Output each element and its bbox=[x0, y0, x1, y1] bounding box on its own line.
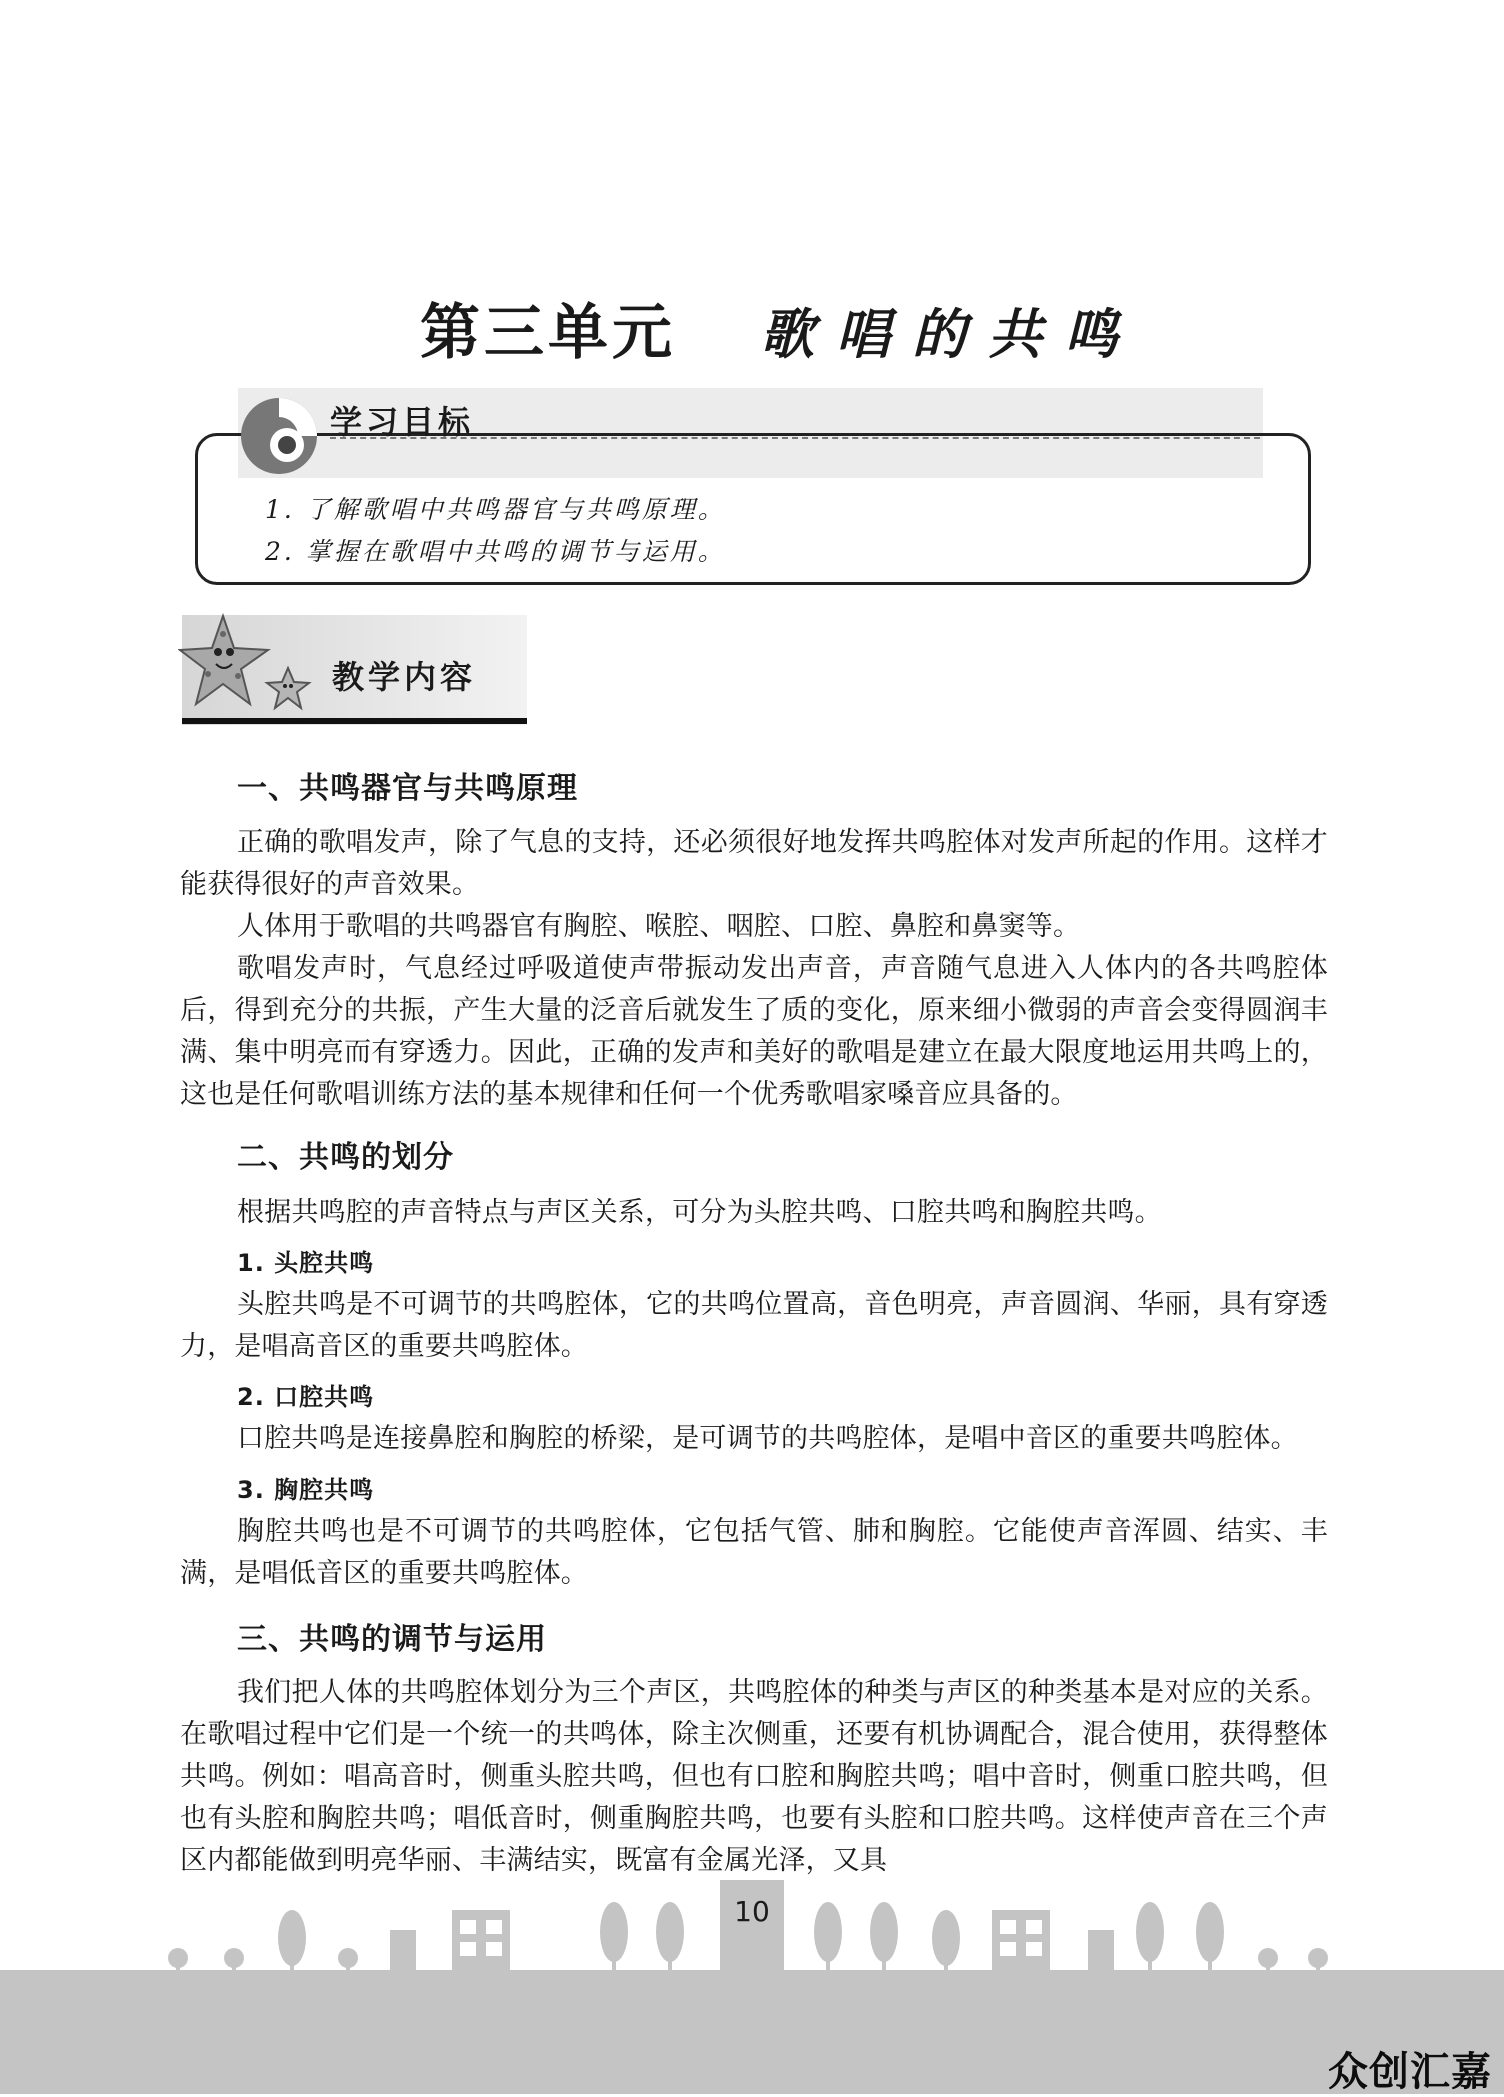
teaching-heading: 教学内容 bbox=[332, 658, 477, 696]
section-2-heading: 二、共鸣的划分 bbox=[237, 1140, 454, 1175]
section-1-heading: 一、共鸣器官与共鸣原理 bbox=[237, 771, 578, 806]
section-2-intro: 根据共鸣腔的声音特点与声区关系，可分为头腔共鸣、口腔共鸣和胸腔共鸣。 bbox=[237, 1197, 1162, 1228]
teaching-rule bbox=[182, 718, 527, 724]
objective-item-2: 2. 掌握在歌唱中共鸣的调节与运用。 bbox=[265, 537, 726, 566]
subsection-head-cavity-heading: 1. 头腔共鸣 bbox=[237, 1249, 375, 1277]
starfish-icon bbox=[178, 612, 328, 718]
subsection-chest-cavity-heading: 3. 胸腔共鸣 bbox=[237, 1476, 375, 1504]
unit-title: 第三单元 bbox=[420, 298, 676, 368]
watermark: 众创汇嘉 bbox=[1328, 2049, 1492, 2095]
subsection-oral-cavity-heading: 2. 口腔共鸣 bbox=[237, 1383, 375, 1411]
section-3-paragraph-1: 我们把人体的共鸣腔体划分为三个声区，共鸣腔体的种类与声区的种类基本是对应的关系。在歌唱过程中它们是一个统一的共鸣体，除主次侧重，还要有机协调配合，混合使用，获得整体共鸣。例如：唱高音时，侧重头腔共鸣，但也有口腔和胸腔共鸣；唱中音时，侧重口腔共鸣，但也有头腔和胸腔共鸣；唱低音时，侧重胸腔共鸣，也要有头腔和口腔共鸣。这样使声音在三个声区内都能做到明亮华丽、丰满结实，既富有金属光泽，又具 bbox=[180, 1677, 1328, 1876]
subsection-chest-cavity-text: 胸腔共鸣也是不可调节的共鸣腔体，它包括气管、肺和胸腔。它能使声音浑圆、结实、丰满，是唱低音区的重要共鸣腔体。 bbox=[180, 1516, 1328, 1589]
subsection-oral-cavity-text: 口腔共鸣是连接鼻腔和胸腔的桥梁，是可调节的共鸣腔体，是唱中音区的重要共鸣腔体。 bbox=[237, 1423, 1298, 1454]
section-1-paragraph-1: 正确的歌唱发声，除了气息的支持，还必须很好地发挥共鸣腔体对发声所起的作用。这样才能获得很好的声音效果。 bbox=[180, 827, 1328, 900]
objective-item-1: 1. 了解歌唱中共鸣器官与共鸣原理。 bbox=[265, 495, 726, 524]
objectives-heading: 学习目标 bbox=[330, 403, 475, 441]
page-number: 10 bbox=[734, 1895, 770, 1928]
section-1-paragraph-2: 人体用于歌唱的共鸣器官有胸腔、喉腔、咽腔、口腔、鼻腔和鼻窦等。 bbox=[237, 911, 1081, 942]
unit-subtitle: 歌唱的共鸣 bbox=[760, 302, 1140, 366]
footer-ground bbox=[0, 1970, 1504, 2094]
section-1-paragraph-3: 歌唱发声时，气息经过呼吸道使声带振动发出声音，声音随气息进入人体内的各共鸣腔体后，得到充分的共振，产生大量的泛音后就发生了质的变化，原来细小微弱的声音会变得圆润丰满、集中明亮而有穿透力。因此，正确的发声和美好的歌唱是建立在最大限度地运用共鸣上的，这也是任何歌唱训练方法的基本规律和任何一个优秀歌唱家嗓音应具备的。 bbox=[180, 953, 1328, 1110]
section-3-heading: 三、共鸣的调节与运用 bbox=[237, 1622, 547, 1657]
objectives-logo-icon bbox=[238, 395, 320, 477]
subsection-head-cavity-text: 头腔共鸣是不可调节的共鸣腔体，它的共鸣位置高，音色明亮，声音圆润、华丽，具有穿透力，是唱高音区的重要共鸣腔体。 bbox=[180, 1289, 1328, 1362]
